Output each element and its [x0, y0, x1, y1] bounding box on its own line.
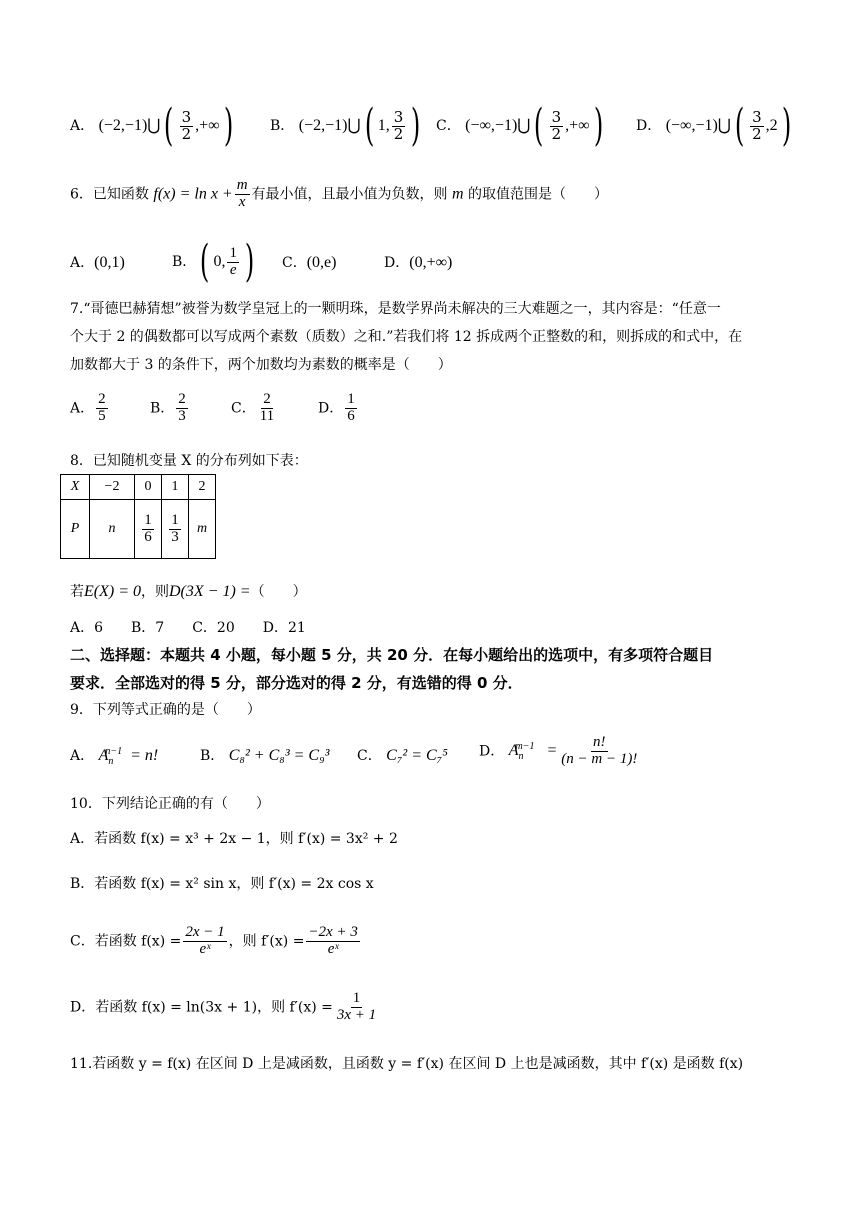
numerator: 1 [144, 511, 152, 528]
option-value: (0,+∞) [409, 254, 453, 271]
q6-stem [70, 178, 608, 211]
option-label: A． [70, 748, 95, 764]
option-label: D． [479, 743, 505, 760]
numerator: 1 [347, 391, 355, 407]
q7-line3: 加数都大于 3 的条件下，两个加数均为素数的概率是（ ） [70, 357, 452, 373]
table-cell: 0 [135, 475, 162, 500]
q10-option-d [70, 991, 380, 1024]
option-label: C． [231, 400, 256, 417]
q10-option-a: A．若函数 f(x) = x³ + 2x − 1，则 f′(x) = 3x² + 2 [70, 831, 398, 847]
paren-left: ( [200, 236, 210, 287]
table-cell: −2 [90, 475, 135, 500]
numerator: 1 [352, 990, 361, 1006]
section2-title-line1: 二、选择题：本题共 4 小题，每小题 5 分，共 20 分．在每小题给出的选项中，有多项符合题目 [70, 646, 714, 664]
option-value: (0,e) [306, 254, 337, 271]
denominator: 2 [752, 124, 762, 143]
q8-stem: 8．已知随机变量 X 的分布列如下表： [70, 453, 308, 469]
q7-option-c [231, 392, 278, 425]
option-value: (0,1) [94, 254, 125, 271]
numerator: 2 [178, 391, 186, 407]
fraction [169, 513, 181, 546]
q6-option-b [172, 236, 258, 287]
option-label: D． [318, 400, 344, 417]
numerator: 2 [98, 391, 106, 407]
option-label: A． [70, 400, 95, 417]
paren-right: ) [593, 100, 603, 151]
denominator: 6 [144, 528, 152, 545]
option-label: D． [636, 118, 662, 134]
math-set: (−∞,−1)⋃ [465, 117, 531, 134]
numerator: 2 [263, 391, 271, 407]
fraction [227, 246, 239, 279]
distribution-table [60, 474, 216, 559]
math-tail: ,2 [765, 117, 778, 134]
condition-expectation: E(X) = 0 [84, 583, 141, 600]
option-prefix: D．若函数 f(x) = ln(3x + 1)，则 f′(x) = [70, 999, 333, 1016]
option-expression: = n! [130, 747, 159, 764]
q10-stem: 10．下列结论正确的有（ ） [70, 796, 270, 812]
numerator: 1 [229, 244, 237, 261]
option-mid: ，则 f′(x) = [228, 933, 305, 950]
q5-option-d [636, 100, 795, 151]
q7-line2: 个大于 2 的偶数都可以写成两个素数（质数）之和.”若我们将 12 拆成两个正整数的和，则拆成的和式中，在 [70, 329, 743, 345]
q7-option-a [70, 392, 110, 425]
q6-prefix: 6．已知函数 [70, 186, 149, 203]
denominator: 5 [98, 407, 106, 424]
q6-function: f(x) = ln x + [153, 185, 233, 203]
denominator: eˣ [199, 940, 211, 957]
paren-right: ) [411, 100, 421, 151]
denominator: eˣ [327, 940, 339, 957]
math-set: (−∞,−1)⋃ [665, 117, 731, 134]
denominator: 2 [181, 124, 192, 143]
condition-suffix: （ ） [250, 584, 307, 600]
paren-left: ( [734, 100, 745, 151]
numerator: 3 [181, 107, 192, 126]
q10-option-b: B．若函数 f(x) = x² sin x，则 f′(x) = 2x cos x [70, 876, 374, 892]
fraction [142, 513, 154, 546]
option-label: D． [384, 255, 410, 271]
math-set: (−2,−1)⋃ [98, 117, 161, 134]
denominator: 3x + 1 [336, 1006, 377, 1023]
q7-line1: 7.“哥德巴赫猜想”被誉为数学皇冠上的一颗明珠，是数学界尚未解决的三大难题之一，其内容是：“任意一 [70, 301, 721, 317]
option-expression: C₇² = C₇⁵ [386, 747, 448, 764]
q9-option-a [70, 745, 158, 767]
denominator: 3 [171, 528, 179, 545]
paren-right: ) [244, 236, 255, 287]
fraction [258, 392, 276, 425]
numerator: 3 [551, 107, 562, 126]
numerator: 3 [752, 107, 762, 126]
q6-variable: m [452, 185, 464, 203]
fraction [345, 392, 357, 425]
numerator: 2x − 1 [185, 924, 225, 940]
math-tail: ,+∞ [195, 117, 220, 134]
denominator: x [238, 193, 246, 210]
fraction [559, 735, 639, 768]
paren-right: ) [781, 100, 791, 151]
fraction [96, 392, 108, 425]
q8-condition [70, 582, 307, 601]
paren-left: ( [364, 100, 374, 151]
q6-suffix: 有最小值，且最小值为负数，则 [251, 186, 448, 203]
option-label: C． [282, 255, 307, 271]
q6-option-c [282, 252, 336, 272]
math-tail: ,+∞ [565, 117, 590, 134]
paren-left: ( [534, 100, 544, 151]
table-cell: n [90, 500, 135, 559]
fraction [750, 107, 764, 143]
q9-option-d [479, 735, 641, 768]
option-label: A． [70, 255, 95, 271]
option-label: A． [70, 118, 95, 134]
math-head: 0, [213, 253, 226, 270]
q6-option-d [384, 252, 452, 272]
numerator: n! [593, 734, 606, 750]
q7-option-b [150, 392, 190, 425]
math-head: 1, [377, 117, 390, 134]
table-cell: X [61, 475, 90, 500]
condition-mid: ，则 [141, 584, 169, 600]
table-cell: P [61, 500, 90, 559]
option-label: C． [436, 118, 461, 134]
fraction [392, 107, 406, 143]
denominator: (n − m − 1)! [561, 750, 638, 767]
option-label: C． [357, 748, 382, 764]
fraction [183, 925, 226, 958]
fraction [550, 107, 564, 143]
option-expression: C₈² + C₈³ = C₉³ [228, 747, 330, 764]
q6-option-a [70, 252, 125, 272]
option-label: B． [270, 118, 295, 134]
fraction [180, 107, 194, 143]
table-cell [162, 500, 189, 559]
q9-option-b [200, 745, 329, 765]
q9-option-c [357, 745, 448, 765]
option-label: B． [150, 400, 175, 417]
table-cell: m [189, 500, 216, 559]
denominator: 2 [551, 124, 562, 143]
fraction [306, 925, 359, 958]
paren-left: ( [164, 100, 174, 151]
option-label: B． [172, 254, 197, 270]
q7-option-d [318, 392, 359, 425]
q5-option-b [270, 100, 424, 151]
option-label: B． [200, 748, 225, 764]
q6-fraction [235, 178, 250, 211]
q6-suffix2: 的取值范围是（ ） [468, 186, 609, 203]
fraction [335, 991, 378, 1024]
q9-stem: 9．下列等式正确的是（ ） [70, 702, 261, 718]
fraction [176, 392, 188, 425]
q8-options: A．6 B．7 C．20 D．21 [70, 620, 306, 636]
numerator: 1 [171, 511, 179, 528]
paren-right: ) [223, 100, 233, 151]
numerator: m [236, 177, 248, 193]
q5-option-c [436, 100, 607, 151]
denominator: 2 [393, 124, 404, 143]
q5-option-a [70, 100, 237, 151]
table-row [61, 500, 216, 559]
permutation-symbol: $A_n^{n-1}$ [98, 745, 123, 768]
math-set: (−2,−1)⋃ [298, 117, 361, 134]
table-row [61, 475, 216, 500]
numerator: 3 [393, 107, 404, 126]
table-cell: 1 [162, 475, 189, 500]
denominator: 6 [347, 407, 355, 424]
permutation-symbol: $A_n^{m-1}$ = [508, 740, 558, 763]
table-cell [135, 500, 162, 559]
q11-stem: 11.若函数 y = f(x) 在区间 D 上是减函数，且函数 y = f′(x) 在区间 D 上也是减函数，其中 f′(x) 是函数 f(x) [70, 1056, 744, 1072]
denominator: 11 [259, 407, 275, 424]
condition-variance: D(3X − 1) = [169, 583, 251, 600]
denominator: e [229, 261, 237, 278]
section2-title-line2: 要求．全部选对的得 5 分，部分选对的得 2 分，有选错的得 0 分． [70, 674, 523, 692]
table-cell: 2 [189, 475, 216, 500]
q10-option-c [70, 925, 362, 958]
denominator: 3 [178, 407, 186, 424]
option-prefix: C．若函数 f(x) = [70, 933, 182, 950]
numerator: −2x + 3 [308, 924, 358, 940]
condition-prefix: 若 [70, 584, 84, 600]
